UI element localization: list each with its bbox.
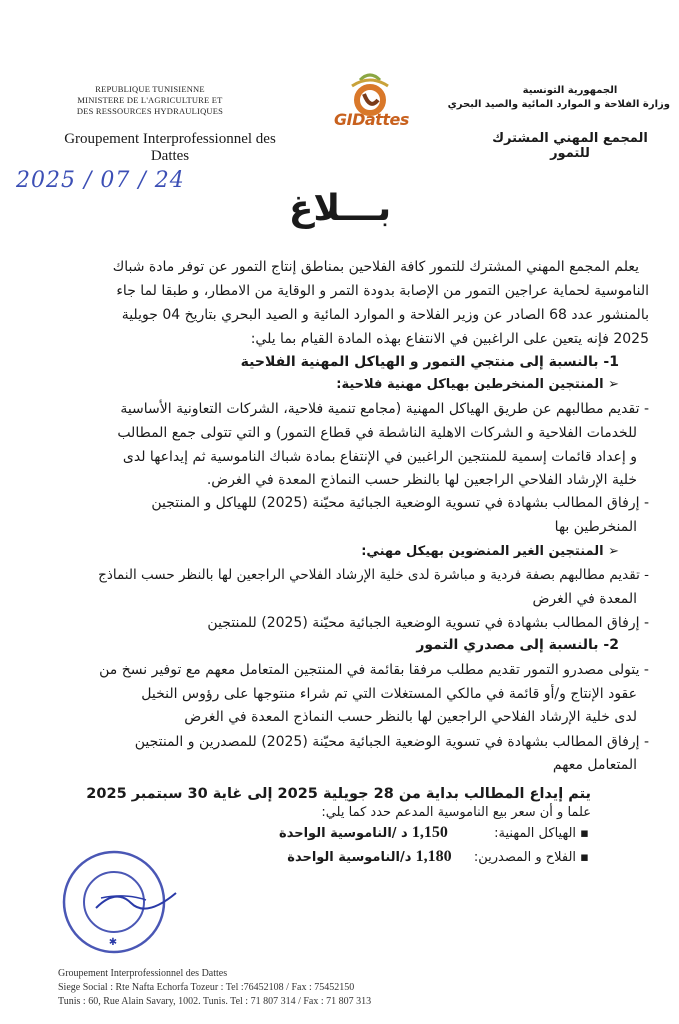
price-item: [287, 847, 589, 868]
square-bullet-icon: ▪: [576, 850, 589, 865]
list-item-line: - إرفاق المطالب بشهادة في تسوية الوضعية الجبائية محيّنة (2025) للمنتجين: [207, 615, 649, 631]
sub2-label: [361, 542, 619, 562]
list-item-line: لدى خلية الإرشاد الفلاحي الراجعين لها بالنظر حسب النماذج المعدة في الغرض: [184, 709, 637, 725]
price-value: 1,180: [415, 848, 452, 865]
ministry-fr-line: DES RESSOURCES HYDRAULIQUES: [76, 106, 224, 116]
arrow-bullet-icon: ➢: [603, 377, 619, 392]
intro-line: يعلم المجمع المهني المشترك للتمور كافة الفلاحين بمناطق إنتاج التمور عن توفر مادة شباك: [112, 259, 639, 275]
list-item-line: للخدمات الفلاحية و الشركات الاهلية الناشطة في قطاع التمور) و التي تتولى جمع المطالب: [117, 425, 637, 441]
document-title: بـــلاغ: [288, 188, 392, 229]
square-bullet-icon: ▪: [576, 826, 589, 841]
price-unit: د /الناموسية الواحدة: [279, 826, 408, 841]
section1-heading: 1- بالنسبة إلى منتجي التمور و الهياكل المهنية الفلاحية: [240, 354, 619, 370]
gidattes-logo: [330, 70, 410, 132]
svg-text:✱: ✱: [108, 937, 118, 948]
sub2-label-text: المنتجين الغير المنضوين بهيكل مهني:: [361, 544, 604, 559]
intro-line: الناموسية لحماية عراجين التمور من الإصابة بدودة التمر و الوقاية من الامطار، و طبقا لما جاء: [116, 283, 649, 299]
list-item-line: خلية الإرشاد الفلاحي الراجعين لها بالنظر حسب النماذج المعدة في الغرض.: [206, 472, 637, 488]
list-item-line: عقود الإنتاج و/أو قائمة في مالكي المستغلات التي تم شراء منتوجها على رؤوس النخيل: [141, 686, 637, 702]
org-name-fr-line1: Groupement Interprofessionnel des: [64, 131, 276, 147]
list-item-line: - يتولى مصدرو التمور تقديم مطلب مرفقا بقائمة في المنتجين المتعامل معهم مع توفير نسخ من: [99, 662, 649, 678]
ministry-ar: [447, 84, 670, 112]
list-item-line: - تقديم مطالبهم عن طريق الهياكل المهنية (مجامع تنمية فلاحية، الشركات التعاونية الأساسية: [120, 401, 649, 417]
ministry-fr-line: MINISTERE DE L'AGRICULTURE ET: [77, 95, 223, 105]
org-name-fr: [50, 131, 290, 165]
ministry-fr: [70, 84, 230, 117]
org-name-ar: المجمع المهني المشترك للتمور: [492, 131, 648, 161]
list-item-line: المتعامل معهم: [552, 757, 637, 773]
list-item-line: - إرفاق المطالب بشهادة في تسوية الوضعية الجبائية محيّنة (2025) للهياكل و المنتجين: [151, 495, 649, 511]
sub1-label: [336, 375, 619, 395]
intro-line: 2025 فإنه يتعين على الراغبين في الانتفاع بهذه المادة القيام بما يلي:: [250, 331, 649, 347]
deposit-period: يتم إيداع المطالب بداية من 28 جويلية 2025 إلى غاية 30 سبتمبر 2025: [86, 786, 591, 802]
price-item: [279, 823, 589, 844]
footer-line: Groupement Interprofessionnel des Dattes: [58, 968, 228, 979]
handwritten-date: 2025 / 07 / 24: [16, 168, 185, 193]
list-item-line: المعدة في الغرض: [532, 591, 637, 607]
sub1-label-text: المنتجين المنخرطين بهياكل مهنية فلاحية:: [336, 377, 604, 392]
price-note: علما و أن سعر بيع الناموسية المدعم حدد كما يلي:: [321, 805, 591, 820]
logo-text: GIDattes: [334, 110, 409, 129]
section2-heading: 2- بالنسبة إلى مصدري التمور: [416, 637, 619, 653]
price-label: الهياكل المهنية:: [494, 826, 577, 841]
list-item-line: - إرفاق المطالب بشهادة في تسوية الوضعية الجبائية محيّنة (2025) للمصدرين و المنتجين: [134, 734, 649, 750]
footer-line: Tunis : 60, Rue Alain Savary, 1002. Tunis. Tel : 71 807 314 / Fax : 71 807 313: [58, 996, 372, 1007]
ministry-ar-line: الجمهورية التونسية: [522, 85, 618, 96]
list-item-line: و إعداد قائمات إسمية للمنتجين الراغبين في الإنتفاع بمادة شباك الناموسية ثم إيداعها لدى: [122, 449, 637, 465]
official-stamp: [56, 848, 186, 963]
ministry-fr-line: REPUBLIQUE TUNISIENNE: [95, 84, 205, 94]
price-label: الفلاح و المصدرين:: [473, 850, 577, 865]
price-unit: د/الناموسية الواحدة: [287, 850, 412, 865]
ministry-ar-line: وزارة الفلاحة و الموارد المائية والصيد البحري: [447, 99, 670, 110]
list-item-line: المنخرطين بها: [554, 519, 637, 535]
price-value: 1,150: [411, 824, 448, 841]
intro-line: بالمنشور عدد 68 الصادر عن وزير الفلاحة و الموارد المائية و الصيد البحري بتاريخ 04 جويلية: [121, 307, 649, 323]
arrow-bullet-icon: ➢: [603, 544, 619, 559]
list-item-line: - تقديم مطالبهم بصفة فردية و مباشرة لدى خلية الإرشاد الفلاحي الراجعين لها بالنظر حسب النماذج: [98, 567, 649, 583]
org-name-fr-line2: Dattes: [150, 148, 190, 164]
footer-line: Siege Social : Rte Nafta Echorfa Tozeur : Tel :76452108 / Fax : 75452150: [58, 982, 355, 993]
stamp-seal-icon: [56, 848, 186, 958]
